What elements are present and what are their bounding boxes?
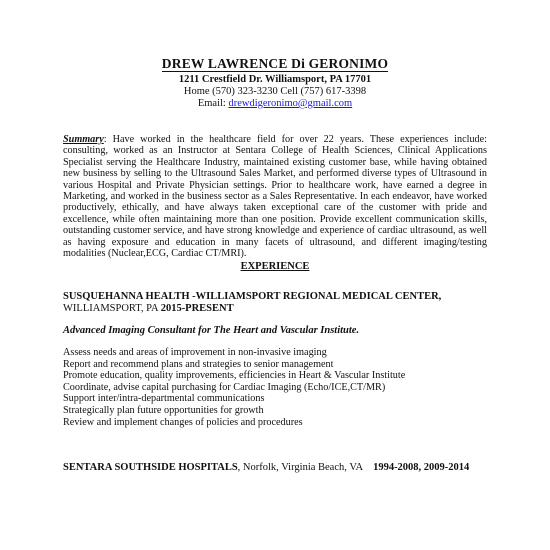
job-company: SENTARA SOUTHSIDE HOSPITALS bbox=[63, 462, 238, 473]
job-role: Advanced Imaging Consultant for The Heart and Vascular Institute. bbox=[63, 325, 360, 336]
street-address: 1211 Crestfield Dr. Williamsport, PA 17701 bbox=[178, 74, 372, 85]
duty-item: Strategically plan future opportunities for growth bbox=[63, 404, 264, 416]
duty-item: Review and implement changes of policies and procedures bbox=[63, 416, 303, 428]
job-duties-list bbox=[63, 347, 493, 428]
job-company: SUSQUEHANNA HEALTH -WILLIAMSPORT REGIONAL MEDICAL CENTER, bbox=[63, 291, 442, 302]
job-location: , Norfolk, Virginia Beach, VA bbox=[237, 462, 366, 473]
email-link[interactable]: drewdigeronimo@gmail.com bbox=[228, 98, 353, 109]
duty-item: Assess needs and areas of improvement in non-invasive imaging bbox=[63, 347, 327, 358]
candidate-name: DREW LAWRENCE Di GERONIMO bbox=[161, 56, 389, 71]
duty-item: Coordinate, advise capital purchasing for Cardiac Imaging (Echo/ICE,CT/MR) bbox=[63, 381, 386, 393]
summary-paragraph bbox=[63, 134, 487, 259]
duty-item: Report and recommend plans and strategies to senior management bbox=[63, 358, 334, 370]
email-line bbox=[0, 98, 550, 110]
duty-item: Support inter/intra-departmental communications bbox=[63, 393, 265, 405]
email-label: Email: bbox=[197, 98, 226, 109]
experience-title: EXPERIENCE bbox=[240, 261, 310, 272]
summary-text: : Have worked in the healthcare field for over 22 years. These experiences include: consulting, worked as an Instructor at Sentara College of Health Sciences, Clinical Applications Specialist serving the Healthcare Industry, maintained existing customer base, while having obtained new business by selling to the Ultrasound Sales Market, and performed diverse types of Ultrasound in various Hospital and Private Physician settings. Prior to healthcare work, have earned a degree in Marketing, and worked in the business sector as a Sales Representative. In each endeavor, have worked productively, ethically, and have always taken exceptional care of the customer with pride and excellence, while often maintaining more than one position. Provide excellent communication skills, outstanding customer service, and have strong knowledge and experience of cardiac ultrasound, as well as having exposure and education in many facets of ultrasound, and different imaging/testing modalities (Nuclear,ECG, Cardiac CT/MRI). bbox=[63, 134, 487, 260]
experience-heading bbox=[0, 261, 550, 272]
job-location: WILLIAMSPORT, PA bbox=[63, 303, 161, 314]
resume-header bbox=[0, 55, 550, 110]
job-dates: 1994-2008, 2009-2014 bbox=[373, 462, 470, 473]
job-entry-sentara bbox=[63, 462, 483, 474]
job-dates: 2015-PRESENT bbox=[160, 303, 234, 314]
phone-numbers: Home (570) 323-3230 Cell (757) 617-3398 bbox=[183, 86, 367, 97]
job-entry-susquehanna bbox=[63, 291, 493, 315]
duty-item: Promote education, quality improvements, efficiencies in Heart & Vascular Institute bbox=[63, 370, 406, 382]
summary-label: Summary bbox=[63, 134, 104, 145]
